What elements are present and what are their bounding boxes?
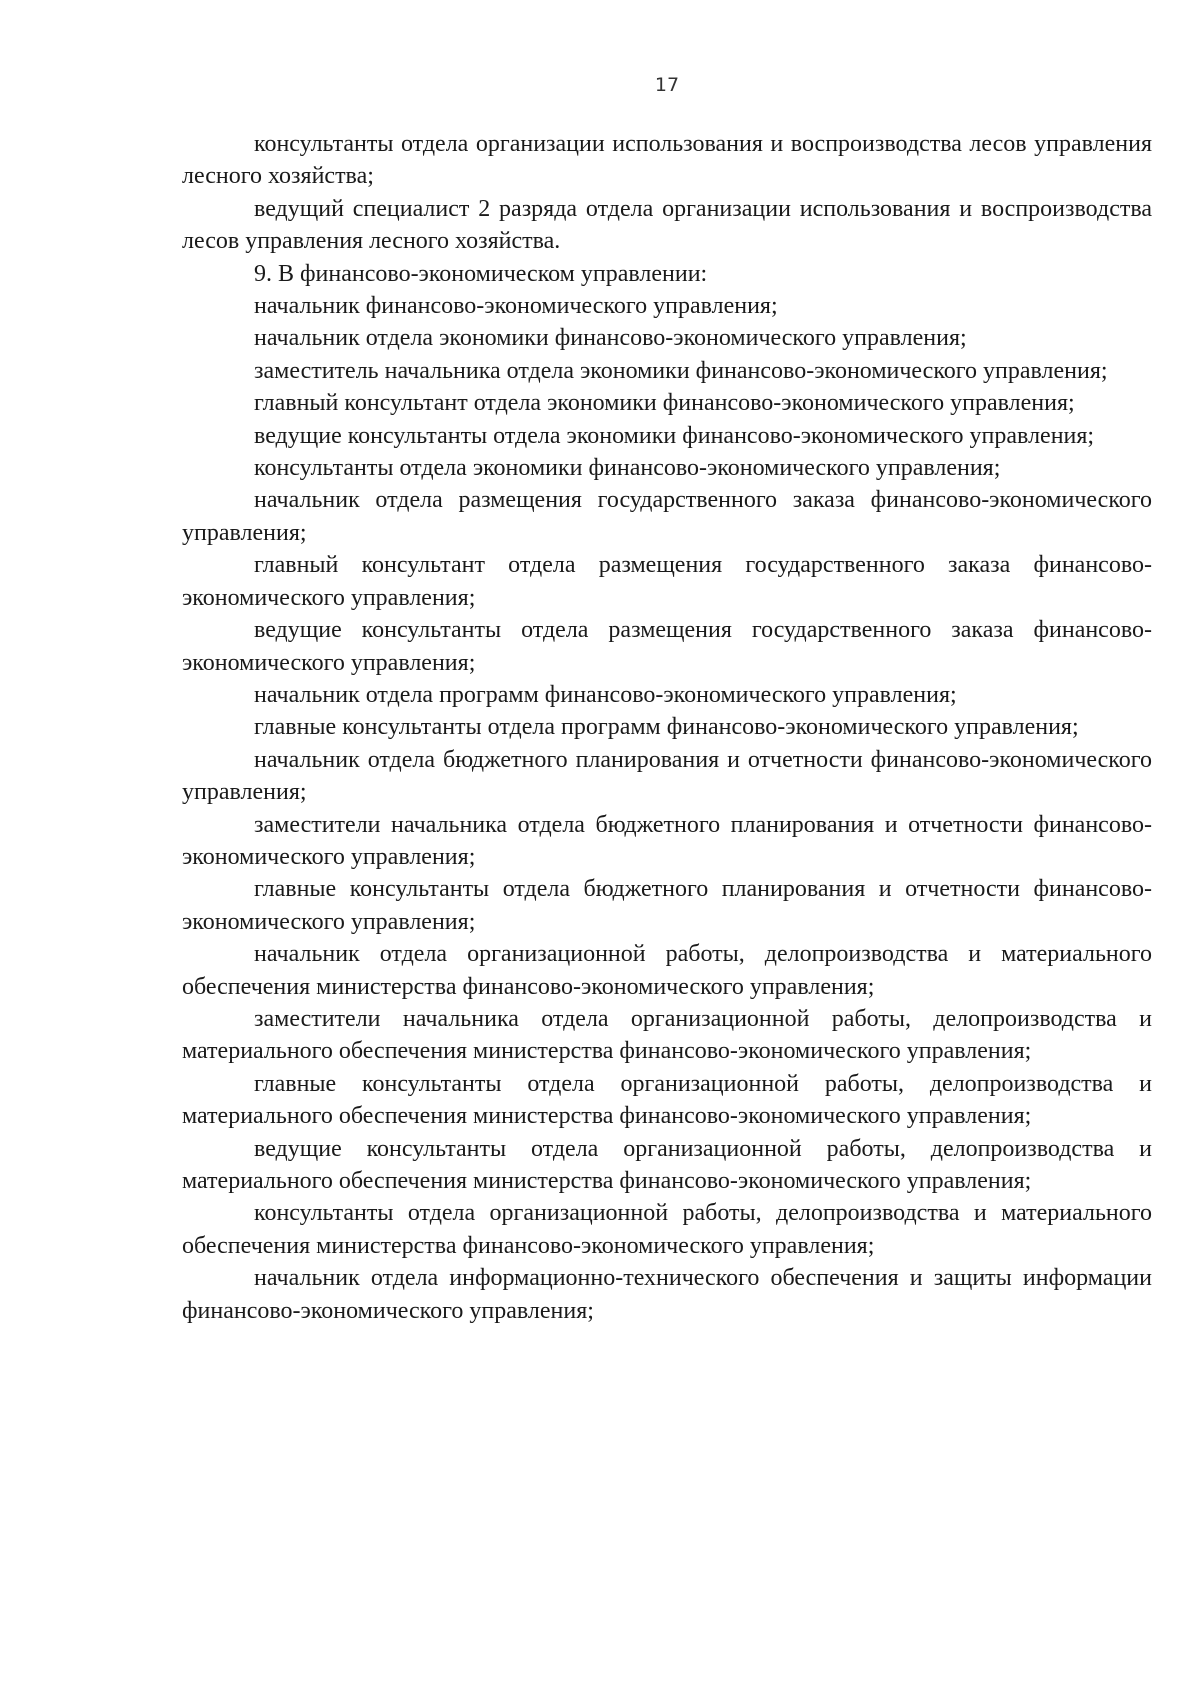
paragraph: заместитель начальника отдела экономики финансово-экономического управления; [254, 357, 1108, 384]
paragraph: ведущие консультанты отдела экономики финансово-экономического управления; [254, 422, 1095, 449]
paragraph: заместители начальника отдела бюджетного планирования и отчетности финансово-экономического управления; [182, 811, 1152, 870]
section-heading: 9. В финансово-экономическом управлении: [254, 260, 708, 287]
paragraph: консультанты отдела экономики финансово-экономического управления; [254, 455, 1001, 482]
paragraph: ведущие консультанты отдела организационной работы, делопроизводства и материального обеспечения министерства финансово-экономического управления; [182, 1135, 1152, 1194]
paragraph: главные консультанты отдела программ финансово-экономического управления; [254, 714, 1079, 741]
paragraph: главные консультанты отдела организационной работы, делопроизводства и материального обеспечения министерства финансово-экономического управления; [182, 1070, 1152, 1130]
paragraph: начальник отдела бюджетного планирования и отчетности финансово-экономического управления; [182, 746, 1152, 806]
paragraph: ведущие консультанты отдела размещения государственного заказа финансово-экономического управления; [182, 617, 1152, 676]
paragraph: заместители начальника отдела организационной работы, делопроизводства и материального обеспечения министерства финансово-экономического управления; [182, 1005, 1152, 1065]
paragraph: главный консультант отдела экономики финансово-экономического управления; [254, 390, 1075, 417]
paragraph: ведущий специалист 2 разряда отдела организации использования и воспроизводства лесов управления лесного хозяйства. [182, 195, 1152, 255]
paragraph: консультанты отдела организационной работы, делопроизводства и материального обеспечения министерства финансово-экономического управления; [182, 1200, 1152, 1259]
paragraph: начальник отдела информационно-технического обеспечения и защиты информации финансово-экономического управления; [182, 1265, 1152, 1324]
paragraph: начальник финансово-экономического управления; [254, 293, 778, 320]
paragraph: главный консультант отдела размещения государственного заказа финансово-экономического управления; [182, 552, 1152, 611]
document-body [182, 128, 1152, 1327]
paragraph: консультанты отдела организации использования и воспроизводства лесов управления лесного хозяйства; [182, 131, 1152, 190]
paragraph: начальник отдела размещения государственного заказа финансово-экономического управления; [182, 487, 1152, 546]
paragraph: начальник отдела программ финансово-экономического управления; [254, 681, 957, 708]
page-number: 17 [654, 74, 680, 96]
paragraph: главные консультанты отдела бюджетного планирования и отчетности финансово-экономического управления; [182, 876, 1152, 935]
paragraph: начальник отдела организационной работы, делопроизводства и материального обеспечения министерства финансово-экономического управления; [182, 941, 1152, 1000]
paragraph: начальник отдела экономики финансово-экономического управления; [254, 325, 967, 352]
